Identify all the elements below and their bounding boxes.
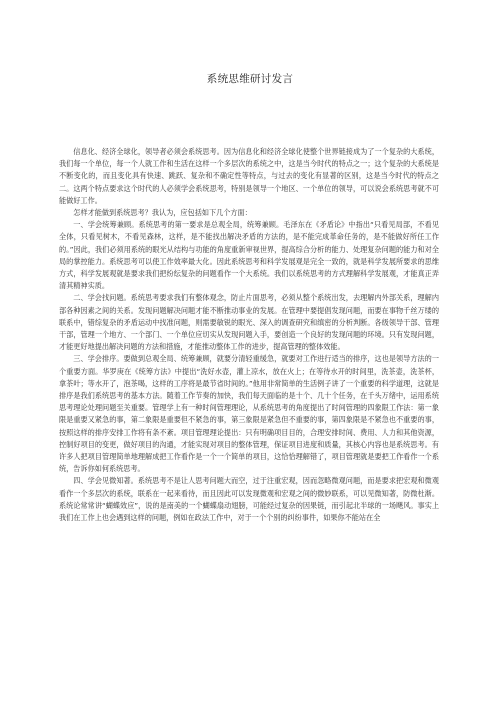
paragraph-intro: 信息化、经济全球化，领导者必须会系统思考。因为信息化和经济全球化使整个世界链接成为了一个复杂的大系统，我们每一个单位，每一个人就工作和生活在这样一个多层次的系统之中，这是当今时代的特点之一；这个复杂的大系统是不断变化的，而且变化具有快速、跳跃、复杂和不确定性等特点，与过去的变化有显著的区别，这是当今时代的特点之二。这两个特点要求这个时代的人必须学会系统思考，特别是领导一个地区、一个单位的领导，可以说会系统思考就不可能做好工作。 [59, 147, 439, 205]
paragraph-point-1: 一、学会统筹兼顾。系统思考的第一要求是总观全局，统筹兼顾。毛泽东在《矛盾论》中指出“只看见局部，不看见全体，只看见树木，不看见森林，这样，是不能找出解决矛盾的方法的，是不能完成革命任务的，是不能做好所任工作的。”因此，我们必须用系统的眼光从结构与功能的角度重新审视世界，提高综合分析的能力、处理复杂问题的能力和对全局的掌控能力。系统思考可以使工作效率最大化。因此系统思考和科学发展观是完全一致的，就是科学发展所要求的思维方式，科学发展观就是要求我们把纷纭复杂的问题看作一个大系统。我们以系统思考的方式理解科学发展观，才能真正弄清其精神实质。 [59, 220, 439, 291]
paragraph-point-3: 三、学会排序。要做到总观全局、统筹兼顾，就要分清轻重缓急，就要对工作进行适当的排序，这也是领导方法的一个重要方面。华罗庚在《统筹方法》中提出“洗好水壶，灌上凉水，放在火上；在等待水开的时间里，洗茶壶，洗茶杯，拿茶叶；等水开了，泡茶喝，这样的工序将是最节省时间的。”他用非常简单的生活例子讲了一个重要的科学道理，这就是排序是我们系统思考的基本方法。随着工作节奏的加快，我们每天面临的是十个、几十个任务，在千头万绪中，运用系统思考理论处理问题至关重要。管理学上有一种时间管理理论，从系统思考的角度提出了时间管理的四象限工作法：第一象限是重要又紧急的事，第二象限是重要但不紧急的事，第三象限是紧急但不重要的事，第四象限是不紧急也不重要的事，按照这样的排序安排工作将有条不紊。项目管理理论提出：只有明确项目目的，合理安排时间、费用、人力和其他资源，控制好项目的变更，做好项目的沟通，才能实现对项目的整体管理，保证项目进度和质量，其核心内容也是系统思考。有许多人把项目管理简单地理解成把工作看作是一个一个简单的项目，这恰恰理解错了，项目管理就是要把工作看作一个系统，告诉你如何系统思考。 [59, 354, 439, 474]
document-title: 系统思维研讨发言 [206, 73, 294, 85]
document-body [59, 146, 439, 524]
paragraph-point-4: 四、学会见微知著。系统思考不是让人思考问题大而空，过于注重宏观，因而忽略微观问题，而是要求把宏观和微观看作一个多层次的系统，联系在一起来看待，而且因此可以发现微观和宏观之间的微妙联系，可以见微知著，防微杜渐。系统论常常讲“蝴蝶效应”，说的是南美的一个蝴蝶扇动翅膀，可能经过复杂的因果链，而引起北半球的一场飓风。事实上我们在工作上也会遇到这样的问题，例如在政法工作中，对于一个个别的纠纷事件，如果你不能站在全 [59, 476, 439, 523]
paragraph-question: 怎样才能做到系统思考？我认为，应包括如下几个方面： [73, 208, 252, 218]
paragraph-point-2: 二、学会找问题。系统思考要求我们有整体观念，防止片面思考，必须从整个系统出发，去理解内外部关系，理解内部各种因素之间的关系。发现问题解决问题才能不断推动事业的发展。在管理中要提倡发现问题，而要在事物千丝万缕的联系中，错综复杂的矛盾运动中找准问题，则需要敏锐的眼光、深入的调查研究和缜密的分析判断。各级领导干部、管理干部，管理一个地方、一个部门、一个单位应切实从发现问题入手，要创造一个良好的发现问题的环境。只有发现问题，才能更好地提出解决问题的方法和措施，才能推动整体工作的进步，提高管理的整体效能。 [59, 293, 439, 352]
